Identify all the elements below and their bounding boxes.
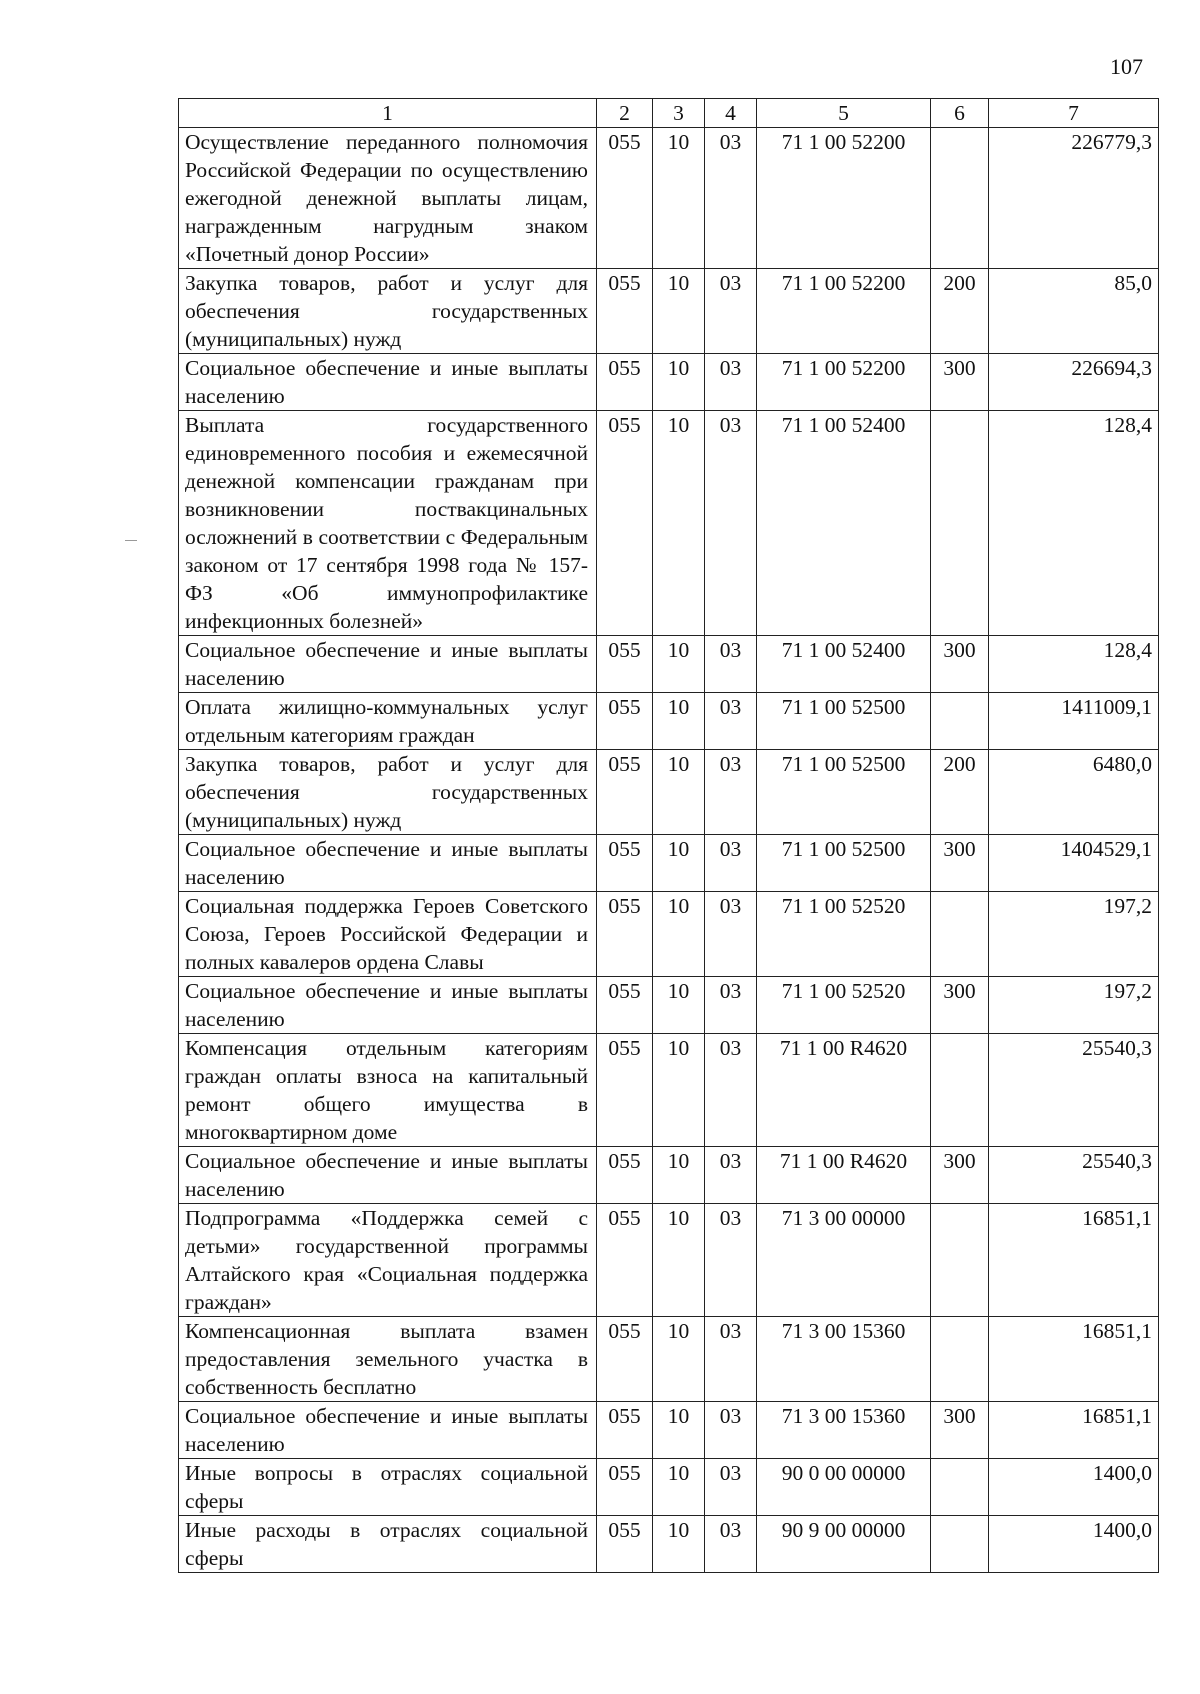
cell-expense-type: 200 [931, 750, 989, 835]
cell-ministry-code: 055 [597, 1402, 653, 1459]
cell-section-code: 10 [653, 693, 705, 750]
cell-target-article: 71 3 00 00000 [757, 1204, 931, 1317]
row-description: Иные вопросы в отраслях социальной сферы [179, 1459, 597, 1516]
cell-amount: 16851,1 [989, 1317, 1159, 1402]
cell-target-article: 71 1 00 52520 [757, 977, 931, 1034]
table-row [179, 1034, 1159, 1147]
cell-section-code: 10 [653, 835, 705, 892]
cell-section-code: 10 [653, 269, 705, 354]
cell-target-article: 90 0 00 00000 [757, 1459, 931, 1516]
cell-target-article: 71 3 00 15360 [757, 1317, 931, 1402]
cell-expense-type [931, 1459, 989, 1516]
cell-section-code: 10 [653, 1459, 705, 1516]
cell-ministry-code: 055 [597, 1459, 653, 1516]
cell-section-code: 10 [653, 128, 705, 269]
header-col-6: 6 [931, 99, 989, 128]
header-col-3: 3 [653, 99, 705, 128]
cell-expense-type [931, 1516, 989, 1573]
cell-target-article: 71 1 00 52200 [757, 354, 931, 411]
row-description: Социальное обеспечение и иные выплаты населению [179, 636, 597, 693]
row-description: Компенсационная выплата взамен предоставления земельного участка в собственность бесплатно [179, 1317, 597, 1402]
table-row [179, 128, 1159, 269]
cell-subsection-code: 03 [705, 892, 757, 977]
cell-subsection-code: 03 [705, 1459, 757, 1516]
cell-expense-type: 300 [931, 636, 989, 693]
cell-subsection-code: 03 [705, 1402, 757, 1459]
cell-section-code: 10 [653, 892, 705, 977]
cell-expense-type [931, 1204, 989, 1317]
cell-target-article: 71 1 00 52400 [757, 411, 931, 636]
cell-section-code: 10 [653, 636, 705, 693]
cell-expense-type: 300 [931, 1147, 989, 1204]
cell-subsection-code: 03 [705, 354, 757, 411]
cell-section-code: 10 [653, 354, 705, 411]
cell-subsection-code: 03 [705, 128, 757, 269]
cell-ministry-code: 055 [597, 1147, 653, 1204]
header-col-7: 7 [989, 99, 1159, 128]
cell-amount: 226779,3 [989, 128, 1159, 269]
cell-expense-type: 300 [931, 1402, 989, 1459]
cell-section-code: 10 [653, 1204, 705, 1317]
table-row [179, 1317, 1159, 1402]
cell-amount: 85,0 [989, 269, 1159, 354]
cell-target-article: 71 1 00 R4620 [757, 1034, 931, 1147]
cell-amount: 1404529,1 [989, 835, 1159, 892]
table-row [179, 1459, 1159, 1516]
cell-expense-type: 300 [931, 354, 989, 411]
row-description: Закупка товаров, работ и услуг для обеспечения государственных (муниципальных) нужд [179, 269, 597, 354]
cell-ministry-code: 055 [597, 977, 653, 1034]
row-description: Социальная поддержка Героев Советского Союза, Героев Российской Федерации и полных кавалеров ордена Славы [179, 892, 597, 977]
cell-ministry-code: 055 [597, 750, 653, 835]
cell-ministry-code: 055 [597, 892, 653, 977]
cell-section-code: 10 [653, 1317, 705, 1402]
cell-target-article: 71 1 00 52500 [757, 750, 931, 835]
cell-amount: 128,4 [989, 636, 1159, 693]
cell-subsection-code: 03 [705, 1204, 757, 1317]
header-col-4: 4 [705, 99, 757, 128]
cell-ministry-code: 055 [597, 636, 653, 693]
cell-target-article: 71 1 00 52520 [757, 892, 931, 977]
row-description: Осуществление переданного полномочия Российской Федерации по осуществлению ежегодной денежной выплаты лицам, награжденным нагрудным знаком «Почетный донор России» [179, 128, 597, 269]
cell-amount: 197,2 [989, 977, 1159, 1034]
row-description: Социальное обеспечение и иные выплаты населению [179, 1147, 597, 1204]
cell-target-article: 90 9 00 00000 [757, 1516, 931, 1573]
cell-amount: 16851,1 [989, 1402, 1159, 1459]
cell-subsection-code: 03 [705, 1147, 757, 1204]
table-row [179, 411, 1159, 636]
cell-target-article: 71 1 00 52500 [757, 835, 931, 892]
cell-expense-type: 300 [931, 835, 989, 892]
row-description: Оплата жилищно-коммунальных услуг отдельным категориям граждан [179, 693, 597, 750]
budget-table [178, 98, 1159, 1573]
cell-amount: 25540,3 [989, 1147, 1159, 1204]
cell-target-article: 71 1 00 52500 [757, 693, 931, 750]
cell-section-code: 10 [653, 1516, 705, 1573]
cell-amount: 16851,1 [989, 1204, 1159, 1317]
header-col-2: 2 [597, 99, 653, 128]
table-row [179, 1204, 1159, 1317]
cell-subsection-code: 03 [705, 1317, 757, 1402]
cell-target-article: 71 1 00 52200 [757, 128, 931, 269]
cell-amount: 25540,3 [989, 1034, 1159, 1147]
header-col-1: 1 [179, 99, 597, 128]
cell-ministry-code: 055 [597, 411, 653, 636]
page-number: 107 [1110, 54, 1143, 79]
table-row [179, 636, 1159, 693]
table-row [179, 892, 1159, 977]
table-row [179, 977, 1159, 1034]
table-row [179, 1402, 1159, 1459]
cell-target-article: 71 1 00 52200 [757, 269, 931, 354]
table-row [179, 693, 1159, 750]
table-row [179, 835, 1159, 892]
cell-section-code: 10 [653, 1402, 705, 1459]
cell-target-article: 71 1 00 52400 [757, 636, 931, 693]
cell-target-article: 71 3 00 15360 [757, 1402, 931, 1459]
cell-expense-type [931, 128, 989, 269]
cell-ministry-code: 055 [597, 1204, 653, 1317]
cell-section-code: 10 [653, 411, 705, 636]
cell-section-code: 10 [653, 977, 705, 1034]
cell-subsection-code: 03 [705, 411, 757, 636]
table-row [179, 1147, 1159, 1204]
cell-amount: 6480,0 [989, 750, 1159, 835]
row-description: Подпрограмма «Поддержка семей с детьми» государственной программы Алтайского края «Социальная поддержка граждан» [179, 1204, 597, 1317]
row-description: Социальное обеспечение и иные выплаты населению [179, 977, 597, 1034]
cell-subsection-code: 03 [705, 636, 757, 693]
cell-expense-type [931, 892, 989, 977]
cell-ministry-code: 055 [597, 354, 653, 411]
table-row [179, 269, 1159, 354]
cell-amount: 128,4 [989, 411, 1159, 636]
cell-subsection-code: 03 [705, 1516, 757, 1573]
table-row [179, 354, 1159, 411]
cell-subsection-code: 03 [705, 977, 757, 1034]
cell-ministry-code: 055 [597, 128, 653, 269]
margin-mark [125, 540, 137, 541]
header-col-5: 5 [757, 99, 931, 128]
cell-section-code: 10 [653, 1147, 705, 1204]
row-description: Выплата государственного единовременного пособия и ежемесячной денежной компенсации гражданам при возникновении поствакцинальных осложнений в соответствии с Федеральным законом от 17 сентября 1998 года № 157-ФЗ «Об иммунопрофилактике инфекционных болезней» [179, 411, 597, 636]
cell-ministry-code: 055 [597, 693, 653, 750]
cell-expense-type [931, 1034, 989, 1147]
cell-amount: 1400,0 [989, 1516, 1159, 1573]
cell-expense-type [931, 1317, 989, 1402]
cell-target-article: 71 1 00 R4620 [757, 1147, 931, 1204]
cell-expense-type: 300 [931, 977, 989, 1034]
header-row [179, 99, 1159, 128]
row-description: Компенсация отдельным категориям граждан оплаты взноса на капитальный ремонт общего имущества в многоквартирном доме [179, 1034, 597, 1147]
row-description: Социальное обеспечение и иные выплаты населению [179, 835, 597, 892]
cell-expense-type [931, 693, 989, 750]
cell-subsection-code: 03 [705, 835, 757, 892]
table-row [179, 1516, 1159, 1573]
cell-ministry-code: 055 [597, 1317, 653, 1402]
cell-subsection-code: 03 [705, 693, 757, 750]
table-row [179, 750, 1159, 835]
cell-amount: 197,2 [989, 892, 1159, 977]
cell-ministry-code: 055 [597, 1034, 653, 1147]
cell-subsection-code: 03 [705, 269, 757, 354]
cell-expense-type: 200 [931, 269, 989, 354]
cell-amount: 1400,0 [989, 1459, 1159, 1516]
cell-ministry-code: 055 [597, 835, 653, 892]
cell-subsection-code: 03 [705, 750, 757, 835]
cell-section-code: 10 [653, 750, 705, 835]
row-description: Социальное обеспечение и иные выплаты населению [179, 1402, 597, 1459]
cell-subsection-code: 03 [705, 1034, 757, 1147]
row-description: Иные расходы в отраслях социальной сферы [179, 1516, 597, 1573]
cell-expense-type [931, 411, 989, 636]
cell-amount: 226694,3 [989, 354, 1159, 411]
cell-ministry-code: 055 [597, 1516, 653, 1573]
cell-amount: 1411009,1 [989, 693, 1159, 750]
cell-ministry-code: 055 [597, 269, 653, 354]
row-description: Закупка товаров, работ и услуг для обеспечения государственных (муниципальных) нужд [179, 750, 597, 835]
cell-section-code: 10 [653, 1034, 705, 1147]
row-description: Социальное обеспечение и иные выплаты населению [179, 354, 597, 411]
